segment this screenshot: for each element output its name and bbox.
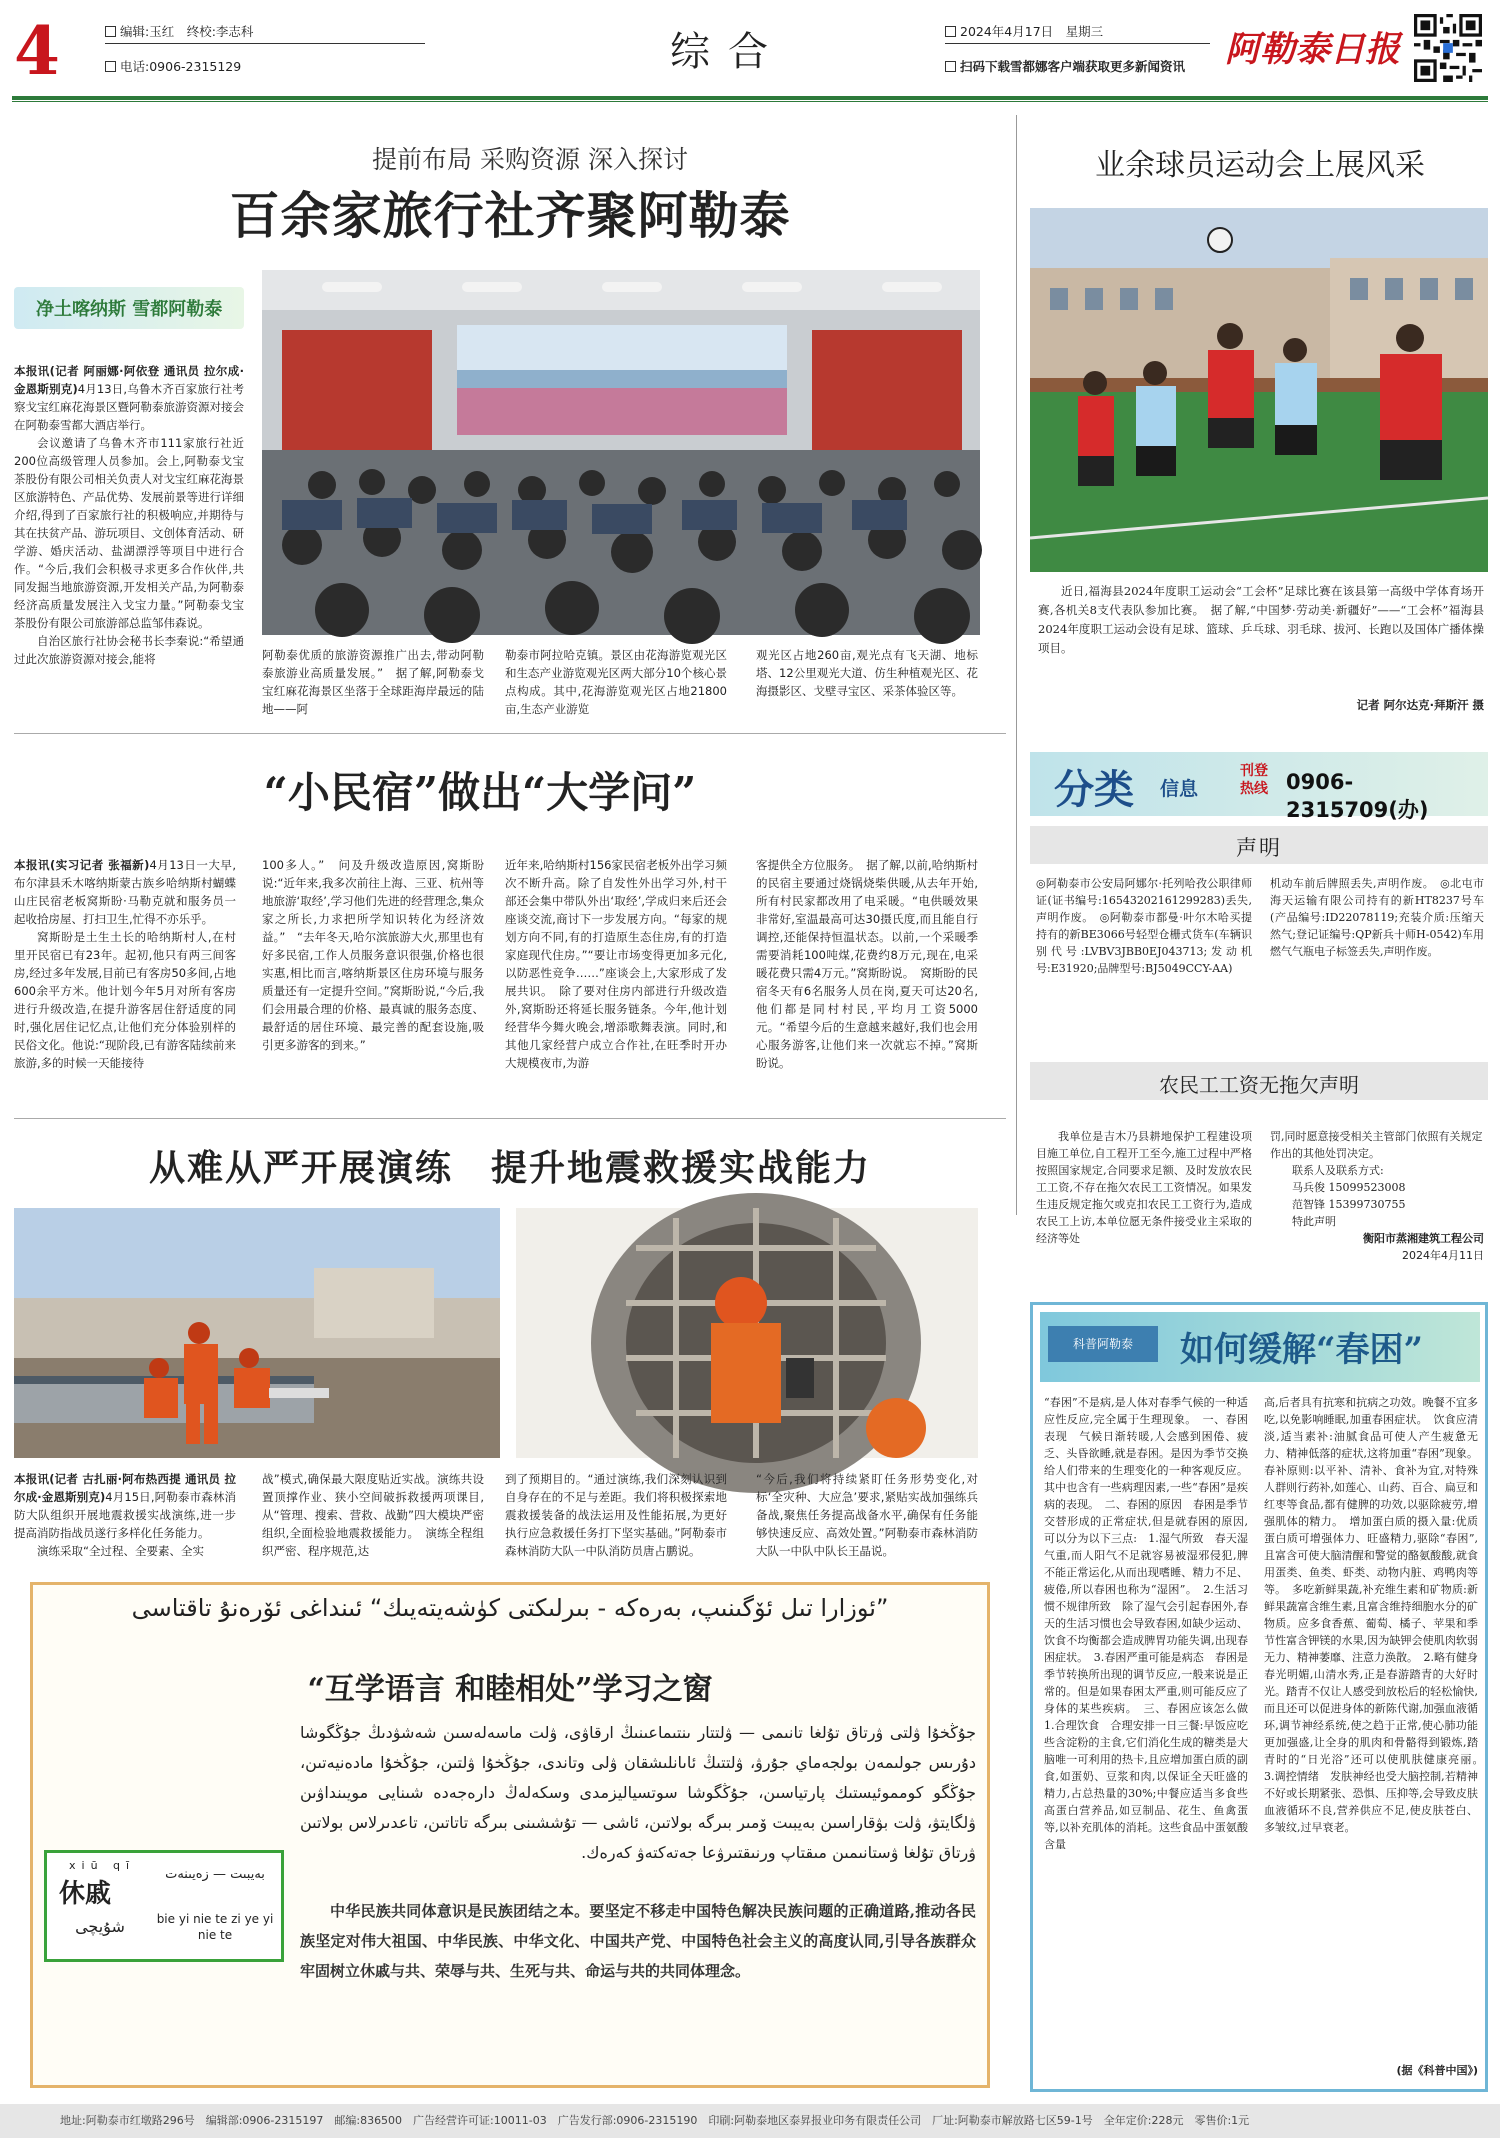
wage-company: 衡阳市蒸湘建筑工程公司	[1363, 1232, 1484, 1245]
word-uyghur-phrase: بەيبىت — زەيىنەت	[165, 1867, 265, 1882]
byline: 本报讯(记者 阿丽娜·阿依登 通讯员 拉尔成·金恩斯别克)	[14, 364, 244, 396]
word-card	[44, 1850, 284, 1962]
checkbox-icon	[105, 61, 116, 72]
banner-uyghur-title: ”ئوزارا تىل ئۆگىنىپ، بەرەكە - بىرلىكتى كۈشەيتەيىك“ ئىنداغى ئۆرەنۇ تاقتاسى	[131, 1594, 889, 1622]
notice-col2: 机动车前后牌照丢失,声明作废。 ◎北屯市海天运输有限公司持有的新HT8237号车(产品编号:ID22078119;充装介质:压缩天然气;登记证编号:QP新兵十师H-0542)车用燃气气瓶电子标签丢失,声明作废。	[1270, 877, 1484, 958]
section-name: 综合	[670, 29, 786, 75]
wage-header	[1030, 1062, 1488, 1100]
paragraph	[14, 1542, 236, 1560]
paragraph	[14, 928, 236, 1072]
health-badge: 科普阿勒泰	[1048, 1326, 1158, 1362]
classified-hotline-label: 刊登热线	[1240, 763, 1268, 797]
article4-col3: 到了预期目的。“通过演练,我们深刻认识到自身存在的不足与差距。我们将积极探索地震救援装备的战法运用及性能拓展,为更好执行应急救援任务打下坚实基础。”阿勒泰市森林消防大队一中队消防员唐占鹏说。	[505, 1472, 727, 1558]
paragraph	[14, 1470, 236, 1542]
rescue-photo-left	[14, 1208, 500, 1458]
wage-text: 罚,同时愿意接受相关主管部门依照有关规定作出的其他处罚决定。	[1270, 1130, 1483, 1160]
article3-col1	[14, 856, 236, 1096]
classified-phone[interactable]: 0906-2315709(办)	[1286, 770, 1429, 822]
article1-kicker: 提前布局 采购资源 深入探讨	[372, 145, 688, 174]
word-uyghur: شۇيچى	[75, 1917, 125, 1936]
header-rule-thin	[12, 101, 1488, 102]
article2-title: 业余球员运动会上展风采	[1095, 148, 1425, 183]
word-chinese: 休戚	[59, 1879, 112, 1909]
wage-closing: 特此声明	[1292, 1215, 1336, 1228]
rescue-photo-left-graphic	[14, 1208, 500, 1458]
paragraph-text: 4月13日,乌鲁木齐百家旅行社考察戈宝红麻花海景区暨阿勒泰旅游资源对接会在阿勒泰雪都大酒店举行。	[14, 382, 244, 432]
notice-title: 声明	[1236, 836, 1282, 860]
football-photo-graphic	[1030, 208, 1488, 572]
wage-date: 2024年4月11日	[1402, 1249, 1484, 1262]
paragraph-text: 会议邀请了乌鲁木齐市111家旅行社近200位高级管理人员参加。会上,阿勒泰戈宝茶股份有限公司相关负责人对戈宝红麻花海景区旅游特色、产品优势、发展前景等进行详细介绍,得到了百家旅行社的积极响应,并期待与其在扶贫产品、游玩项目、文创体育活动、研学游、婚庆活动、盐湖漂浮等项目中进行合作。“今后,我们会积极寻求更多合作伙伴,共同发掘当地旅游资源,开发相关产品,为阿勒泰经济高质量发展注入戈宝力量。”阿勒泰戈宝茶股份有限公司旅游部总监邹伟森说。	[14, 436, 244, 630]
header-rule	[12, 96, 1488, 100]
article1-title: 百余家旅行社齐聚阿勒泰	[229, 186, 791, 245]
health-header	[1040, 1312, 1480, 1382]
scan-tip-text: 扫码下载雪都娜客户端获取更多新闻资讯	[960, 59, 1186, 74]
byline: 本报讯(实习记者 张福新)	[14, 858, 150, 872]
section-divider	[14, 733, 1006, 734]
editor-line	[105, 22, 253, 40]
banner-uyghur-body: جۇڭخۇا ۋلتى ۋرتاق تۇلغا تانىمى — ۋلتتار ىنتىماعىنىڭ ارقاۋى، ۋلت ماسەلەسىن شەشۋدىڭ جۇڭگوشا دۇرىس جولىمەن بولجەماي جۇرۋ، ۋلتتىڭ ئاىانلىشقان ۋلى وتاندى، جۇڭخۇا ۋلتىن، جۇڭخۇا مادەنيەتىن، جۇڭگو كومموئيستىك پارتياسىن، جۇڭگوشا سوتسياليزمدى وسكەلەڭ دارەجەدە شىنايى مويىنداۋىن ۋلگايتۋ، ۋلت بۋقاراسىن بەيبىت ۆمىر بىرگە بولاتىن، ئاشى — تۇششىنى بىرگە تاتاتىن، تاعدىرلاس بولاتىن ۋرتاق تۇلغا ۋستانىمىن مىقتاپ ورنىقتىرۋعا جەتەكتەۋ كەرەك.	[300, 1723, 976, 1862]
article3-col4: 客提供全方位服务。 据了解,以前,哈纳斯村的民宿主要通过烧锅烧柴供暖,从去年开始,所有村民家都改用了电采暖。“电供暖效果非常好,室温最高可达30摄氏度,而且能自行调控,还能保持恒温状态。以前,一个采暖季需要消耗100吨煤,花费约8万元,现在,电采暖花费只需4万元。”窝斯盼说。 窝斯盼的民宿冬天有6名服务人员在岗,夏天可达20名,他们都是同村村民,平均月工资5000元。“希望今后的生意越来越好,我们也会用心服务游客,让他们来一次就忘不掉。”窝斯盼说。	[756, 858, 978, 1070]
article1-col3: 勒泰市阿拉哈克镇。景区由花海游览观光区和生态产业游览观光区两大部分10个核心景点构成。其中,花海游览观光区占地21800亩,生态产业游览	[505, 648, 727, 716]
banner-title: “互学语言 和睦相处”学习之窗	[307, 1672, 713, 1707]
article4-col2: 战”模式,确保最大限度贴近实战。演练共设置顶撑作业、狭小空间破拆救援两项课目,从“管理、搜索、营救、战勤”四大模块严密组织,全面检验地震救援能力。 演练全程组织严密、程序规范,达	[262, 1472, 484, 1558]
byline: 本报讯(记者 古扎丽·阿布热西提 通讯员 拉尔成·金恩斯别克)	[14, 1472, 236, 1504]
header-underline	[945, 43, 1210, 44]
notice-col1: ◎阿勒泰市公安局阿娜尔·托列哈孜公职律师证(证书编号:16543202161299283)丢失,声明作废。 ◎阿勒泰市都曼·叶尔木哈买提持有的新BE3066号轻型仓栅式货车(车辆识别代号:LVBV3JBB0EJ043713;发动机号:E31920;品牌型号:BJ5049CCY-AA)	[1036, 877, 1252, 975]
article4-title: 从难从严开展演练 提升地震救援实战能力	[148, 1147, 871, 1189]
notice-header	[1030, 826, 1488, 864]
classified-label: 分类	[1054, 766, 1134, 813]
article1-col2: 阿勒泰优质的旅游资源推广出去,带动阿勒泰旅游业高质量发展。” 据了解,阿勒泰戈宝红麻花海景区坐落于全球距海岸最远的陆地——阿	[262, 648, 484, 716]
paragraph-text: 演练采取“全过程、全要素、全实	[37, 1544, 204, 1558]
paragraph	[14, 856, 236, 928]
date-text: 2024年4月17日 星期三	[960, 24, 1104, 39]
qr-code-icon[interactable]	[1414, 14, 1482, 82]
checkbox-icon	[945, 61, 956, 72]
article2-caption: 近日,福海县2024年度职工运动会“工会杯”足球比赛在该县第一高级中学体育场开赛,各机关8支代表队参加比赛。 据了解,“中国梦·劳动美·新疆好”——“工会杯”福海县2024年度职工运动会设有足球、篮球、乒乓球、羽毛球、拔河、长跑以及国体广播体操项目。	[1038, 584, 1484, 655]
article3-title: “小民宿”做出“大学问”	[263, 768, 697, 817]
header-underline	[105, 43, 425, 44]
scan-tip-line	[945, 57, 1185, 75]
article3-col2: 100多人。” 问及升级改造原因,窝斯盼说:“近年来,我多次前往上海、三亚、杭州等地旅游‘取经’,学习他们先进的经营理念,集众家之所长,力求把所学知识转化为经济效益。” “去年冬天,哈尔滨旅游大火,那里也有好多民宿,工作人员服务意识很强,价格也很实惠,相比而言,喀纳斯景区住房环境与服务质量还有一定提升空间。”窝斯盼说,“今后,我们会用最合理的价格、最真诚的服务态度、最舒适的居住环境、最完善的配套设施,吸引更多游客的到来。”	[262, 858, 484, 1052]
article2-credit: 记者 阿尔达克·拜斯汗 摄	[1356, 698, 1484, 712]
conference-photo	[262, 270, 980, 635]
football-photo	[1030, 208, 1488, 572]
health-title: 如何缓解“春困”	[1180, 1330, 1424, 1370]
conference-photo-graphic	[262, 270, 980, 635]
phone-text: 电话:0906-2315129	[120, 59, 242, 74]
paragraph	[14, 632, 244, 668]
paragraph	[14, 434, 244, 632]
article4-col4: “今后,我们将持续紧盯任务形势变化,对标‘全灾种、大应急’要求,紧贴实战加强练兵备战,聚焦任务提高战备水平,确保有任务能够快速反应、高效处置。”阿勒泰市森林消防大队一中队中队长王晶说。	[756, 1472, 978, 1558]
paragraph-text: 窝斯盼是土生土长的哈纳斯村人,在村里开民宿已有23年。起初,他只有两三间客房,经过多年发展,目前已有客房50多间,占地600余平方米。他计划今年5月对所有客房进行升级改造,在提升游客居住舒适度的同时,强化居住记忆点,让他们充分体验别样的民俗文化。他说:“现阶段,已有游客陆续前来旅游,多的时候一天能接待	[14, 930, 236, 1070]
health-col1: “春困”不是病,是人体对春季气候的一种适应性反应,完全属于生理现象。 一、春困表现 气候日渐转暖,人会感到困倦、疲乏、头昏欲睡,就是春困。是因为季节交换给人们带来的生理变化的一种客观反应。其中也含有一些病理因素,一些“春困”是疾病的表现。 二、春困的原因 春困是季节交替形成的正常症状,但是就春困的原因,可以分为以下三点: 1.湿气所致 春天湿气重,而人阳气不足就容易被湿邪侵犯,脾不能正常运化,从而出现嗜睡、精力不足、疲倦,所以春困也称为“湿困”。 2.生活习惯不规律所致 除了湿气会引起春困外,春天的生活习惯也会导致春困,如缺少运动、饮食不均衡都会造成脾胃功能失调,出现春困症状。 3.春困严重可能是病态 春困是季节转换所出现的调节反应,一般来说是正常的。但是如果春困太严重,则可能反应了身体的某些疾病。 三、春困应该怎么做 1.合理饮食 合理安排一日三餐:早饭应吃些含淀粉的主食,它们消化生成的糖类是大脑唯一可利用的热卡,且应增加蛋白质的副食,如蛋奶、豆浆和肉,以保证全天旺盛的精力,占总热量的30%;中餐应适当多食些高蛋白营养品,如豆制品、花生、鱼禽蛋等,以补充肌体的消耗。这些食品中蛋氨酸含量	[1044, 1396, 1259, 1851]
checkbox-icon	[945, 26, 956, 37]
newspaper-logo: 阿勒泰日报	[1225, 29, 1401, 70]
article4-col1	[14, 1470, 236, 1570]
article1-tag-text: 净土喀纳斯 雪都阿勒泰	[36, 299, 223, 320]
page-number: 4	[14, 12, 60, 90]
wage-col1: 我单位是吉木乃县耕地保护工程建设项目施工单位,自工程开工至今,施工过程中严格按照国家规定,合同要求足额、及时发放农民工工资,不存在拖欠农民工工资情况。如果发生违反规定拖欠或克扣农民工工资行为,造成农民工上访,本单位愿无条件接受业主采取的经济等处	[1036, 1130, 1252, 1245]
article1-col4: 观光区占地260亩,观光点有飞天湖、地标塔、12公里观光大道、仿生种植观光区、花海摄影区、戈壁寻宝区、采茶体验区等。	[756, 648, 978, 698]
word-pinyin: xiū qī	[69, 1859, 136, 1872]
health-col2: 高,后者具有抗寒和抗病之功效。晚餐不宜多吃,以免影响睡眠,加重春困症状。 饮食应清淡,适当素补:油腻食品可使人产生疲惫无力、精神低落的症状,这将加重“春困”现象。春补原则:以平补、清补、食补为宜,对特殊人群则行药补,如莲心、山药、百合、扁豆和红枣等食品,都有健脾的功效,以驱除疲劳,增强肌体的精力。 增加蛋白质的摄入量:优质蛋白质可增强体力、旺盛精力,驱除“春困”,且富含可使大脑清醒和警觉的酪氨酸酸,就食用蛋类、鱼类、虾类、动物内脏、鸡鸭肉等等。 多吃新鲜果蔬,补充维生素和矿物质:新鲜果蔬富含维生素,且富含维持细胞水分的矿物质。应多食香蕉、葡萄、橘子、苹果和季节性富含钾镁的水果,因为缺钾会使肌肉软弱无力、精神萎靡、注意力涣散。 2.略有健身 春光明媚,山清水秀,正是春游踏青的大好时光。踏青不仅让人感受到放松后的轻松愉快,而且还可以促进身体的新陈代谢,加强血液循环,调节神经系统,使之趋于正常,使心肺功能更加强盛,让全身的肌肉和骨骼得到锻炼,踏青时的“日光浴”还可以使肌肤健康亮丽。 3.调控情绪 发肤神经也受大脑控制,若精神不好或长期紧张、恐惧、压抑等,会导致皮肤血液循环不良,营养供应不足,使皮肤苍白、多皱纹,过早衰老。	[1264, 1396, 1489, 1834]
footer: 地址:阿勒泰市红墩路296号 编辑部:0906-2315197 邮编:836500 广告经营许可证:10011-03 广告发行部:0906-2315190 印刷:阿勒泰地区泰昇报业印务有限责任公司 厂址:阿勒泰市解放路七区59-1号 全年定价:228元 零售价:1元	[0, 2104, 1500, 2138]
paragraph-text: 4月13日一大早,布尔津县禾木喀纳斯蒙古族乡哈纳斯村蝴蝶山庄民宿老板窝斯盼·马勒克就和服务员一起收拾房屋、打扫卫生,忙得不亦乐乎。	[14, 858, 236, 926]
phone-line	[105, 57, 241, 75]
rescue-photo-right	[516, 1208, 978, 1458]
rescue-photo-right-graphic	[516, 1208, 978, 1458]
wage-title: 农民工工资无拖欠声明	[1159, 1073, 1359, 1097]
paragraph-text: 自治区旅行社协会秘书长李秦说:“希望通过此次旅游资源对接会,能将	[14, 634, 244, 666]
article1-col1	[14, 362, 244, 714]
column-divider	[1016, 115, 1017, 1215]
paragraph	[14, 362, 244, 434]
wage-contact: 马兵俊 15099523008	[1292, 1181, 1406, 1194]
section-divider	[14, 1118, 1006, 1119]
health-source: (据《科普中国》)	[1396, 2064, 1478, 2077]
wage-col2	[1270, 1128, 1484, 1288]
word-latin: bie yi nie te zi ye yi nie te	[156, 1912, 274, 1942]
date-line	[945, 22, 1103, 40]
classified-banner	[1030, 752, 1488, 822]
article3-col3: 近年来,哈纳斯村156家民宿老板外出学习频次不断升高。除了自发性外出学习外,村干部还会集中带队外出‘取经’,学成归来后还会座谈交流,商讨下一步发展方向。“每家的规划方向不同,有的打造原生态住房,有的打造家庭现代住房。”“要让市场变得更加多元化,以防恶性竞争……”座谈会上,大家形成了发展共识。 除了要对住房内部进行升级改造外,窝斯盼还将延长服务链条。今年,他计划经营华今舞火晚会,增添歌舞表演。同时,和其他几家经营户成立合作社,在旺季时开办大规模夜市,为游	[505, 858, 727, 1070]
checkbox-icon	[105, 26, 116, 37]
classified-sub: 信息	[1160, 778, 1199, 800]
banner-chinese-body: 中华民族共同体意识是民族团结之本。要坚定不移走中国特色解决民族问题的正确道路,推动各民族坚定对伟大祖国、中华民族、中华文化、中国共产党、中国特色社会主义的高度认同,引导各族群众牢固树立休戚与共、荣辱与共、生死与共、命运与共的共同体理念。	[300, 1902, 976, 1980]
editor-text: 编辑:玉红 终校:李志科	[120, 24, 254, 39]
wage-contact: 范智锋 15399730755	[1292, 1198, 1406, 1211]
paragraph-text: 4月15日,阿勒泰市森林消防大队组织开展地震救援实战演练,进一步提高消防指战员遂行多样化任务能力。	[14, 1490, 237, 1540]
wage-contact-label: 联系人及联系方式:	[1292, 1164, 1384, 1177]
article1-tag	[14, 287, 244, 329]
